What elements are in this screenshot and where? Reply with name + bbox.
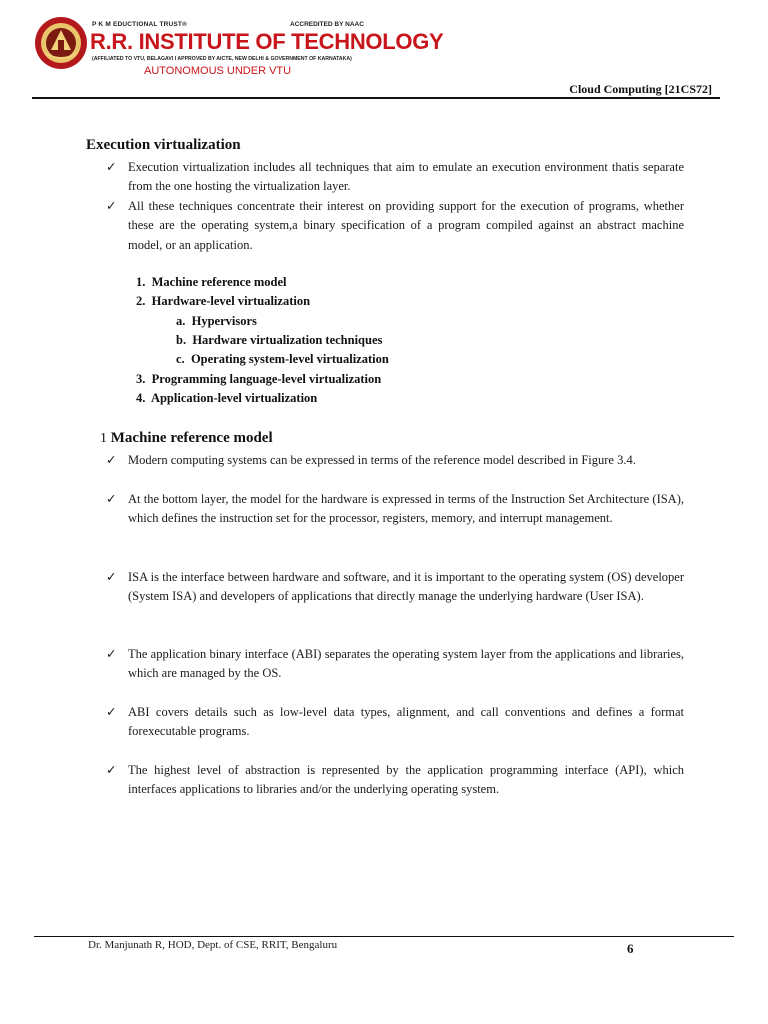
list-text: Hypervisors bbox=[191, 314, 257, 328]
check-icon: ✓ bbox=[106, 570, 117, 584]
list-item bbox=[136, 275, 287, 290]
footer-divider bbox=[34, 936, 734, 937]
section-title: Execution virtualization bbox=[86, 137, 241, 153]
list-text: Application-level virtualization bbox=[150, 391, 318, 405]
list-item bbox=[136, 372, 381, 387]
bullet-item bbox=[106, 490, 684, 529]
check-icon: ✓ bbox=[106, 160, 117, 174]
check-icon: ✓ bbox=[106, 492, 117, 506]
bullet-text: The highest level of abstraction is represented by the application programming interface (API), which interfaces applications to libraries and/or the underlying operating system. bbox=[128, 763, 684, 797]
check-icon: ✓ bbox=[106, 199, 117, 213]
bullet-item bbox=[106, 703, 684, 742]
list-item bbox=[176, 352, 389, 367]
footer-author: Dr. Manjunath R, HOD, Dept. of CSE, RRIT, Bengaluru bbox=[88, 939, 338, 951]
bullet-text: The application binary interface (ABI) separates the operating system layer from the applications and libraries, which are managed by the OS. bbox=[128, 647, 684, 681]
bullet-text: Modern computing systems can be expressed in terms of the reference model described in Figure 3.4. bbox=[128, 453, 636, 467]
bullet-text: All these techniques concentrate their interest on providing support for the execution of programs, whether these are the operating system,a binary specification of a program compiled against an abstract machine model, or an application. bbox=[128, 199, 684, 252]
list-item bbox=[136, 391, 317, 406]
list-marker: 2. bbox=[136, 294, 146, 308]
list-text: Operating system-level virtualization bbox=[190, 352, 389, 366]
bullet-text: ABI covers details such as low-level data types, alignment, and call conventions and defines a format forexecutable programs. bbox=[128, 705, 684, 739]
section-title: Machine reference model bbox=[110, 430, 273, 446]
bullet-text: ISA is the interface between hardware and software, and it is important to the operating system (OS) developer (System ISA) and developers of applications that directly manage the underlying hardware (User ISA). bbox=[128, 570, 684, 604]
bullet-text: Execution virtualization includes all techniques that aim to emulate an execution environment thatis separate from the one hosting the virtualization layer. bbox=[128, 160, 684, 194]
course-title: Cloud Computing [21CS72] bbox=[569, 82, 712, 96]
section-heading bbox=[100, 430, 273, 447]
accreditation: ACCREDITED BY NAAC bbox=[290, 21, 364, 28]
bullet-item bbox=[106, 645, 684, 684]
check-icon: ✓ bbox=[106, 763, 117, 777]
list-marker: a. bbox=[176, 314, 186, 328]
trust-name: P K M EDUCTIONAL TRUST® bbox=[92, 21, 188, 28]
bullet-item bbox=[106, 197, 684, 255]
list-text: Machine reference model bbox=[151, 275, 287, 289]
list-text: Hardware-level virtualization bbox=[151, 294, 311, 308]
list-text: Hardware virtualization techniques bbox=[192, 333, 383, 347]
list-text: Programming language-level virtualization bbox=[151, 372, 382, 386]
list-marker: 1. bbox=[136, 275, 146, 289]
page-number: 6 bbox=[627, 941, 634, 956]
institute-name: R.R. INSTITUTE OF TECHNOLOGY bbox=[90, 29, 444, 54]
list-item bbox=[176, 314, 257, 329]
bullet-item bbox=[106, 761, 684, 800]
bullet-text: At the bottom layer, the model for the hardware is expressed in terms of the Instruction Set Architecture (ISA), which defines the instruction set for the processor, registers, memory, and interrupt management. bbox=[128, 492, 684, 526]
page-header bbox=[32, 14, 722, 98]
list-item bbox=[176, 333, 382, 348]
list-item bbox=[136, 294, 310, 309]
check-icon: ✓ bbox=[106, 647, 117, 661]
bullet-item bbox=[106, 158, 684, 197]
section-number: 1 bbox=[100, 431, 107, 446]
affiliation: (AFFILIATED TO VTU, BELAGAVI I APPROVED BY AICTE, NEW DELHI & GOVERNMENT OF KARNATAKA) bbox=[92, 56, 352, 62]
check-icon: ✓ bbox=[106, 453, 117, 467]
list-marker: 3. bbox=[136, 372, 146, 386]
list-marker: b. bbox=[176, 333, 187, 347]
bullet-item bbox=[106, 568, 684, 607]
bullet-item bbox=[106, 451, 684, 470]
list-marker: c. bbox=[176, 352, 185, 366]
header-divider bbox=[32, 97, 720, 99]
institute-logo bbox=[34, 16, 88, 70]
list-marker: 4. bbox=[136, 391, 146, 405]
autonomous-label: AUTONOMOUS UNDER VTU bbox=[144, 65, 292, 77]
check-icon: ✓ bbox=[106, 705, 117, 719]
